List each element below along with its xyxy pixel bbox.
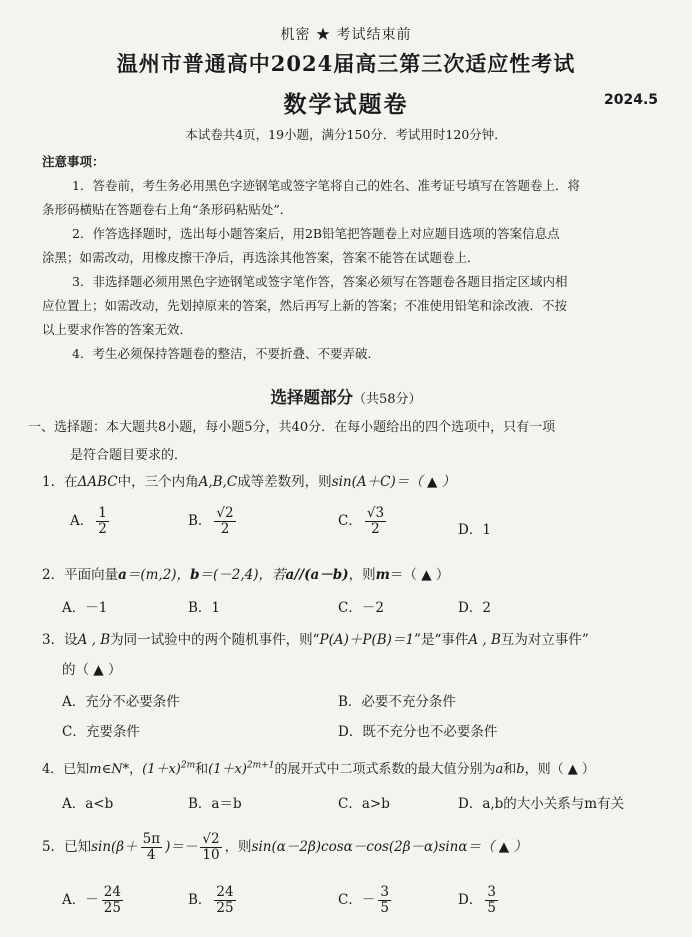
question-1-option-a: A． $\frac{1}{2}$: [70, 505, 107, 537]
question-1-option-b: B． $\frac{√2}{2}$: [188, 505, 234, 537]
note-line: 条形码横贴在答题卷右上角“条形码粘贴处”．: [42, 202, 293, 217]
subject-title: 数学试题卷: [283, 91, 409, 118]
question-5-option-b: B． $\frac{24}{25}$: [188, 884, 234, 916]
note-line: 4．考生必须保持答题卷的整洁，不要折叠、不要弄破．: [72, 346, 380, 361]
confidential-label: 机密 ★ 考试结束前: [280, 27, 412, 43]
note-line: 应位置上；如需改动，先划掉原来的答案，然后再写上新的答案；不准使用铅笔和涂改液．不按: [42, 298, 568, 313]
question-3-stem-cont: 的（ ▲ ）: [62, 662, 122, 678]
question-2-option-b: B．1: [188, 600, 221, 616]
question-4-option-d: D．a,b的大小关系与m有关: [458, 796, 625, 812]
question-2-option-d: D．2: [458, 600, 491, 616]
question-4-option-a: A．a<b: [62, 796, 114, 812]
note-line: 1．答卷前，考生务必用黑色字迹钢笔或签字笔将自己的姓名、准考证号填写在答题卷上．将: [72, 178, 580, 193]
question-2-stem: 2．平面向量a＝(m,2)，b＝(－2,4)，若a//(a－b)，则m＝（ ▲ ）: [42, 567, 450, 583]
question-1-option-c: C． $\frac{√3}{2}$: [338, 505, 385, 537]
question-4-option-b: B．a＝b: [188, 796, 242, 812]
question-2-option-a: A．－1: [62, 600, 108, 616]
notes-heading: 注意事项：: [42, 154, 105, 169]
question-5-option-a: A．－ $\frac{24}{25}$: [62, 884, 121, 916]
question-4-stem: 4．已知m∈N*，$(1+x)^{2m}$和$(1+x)^{2m+1}$的展开式中二项式系数的最大值分别为a和b，则（ ▲ ）: [42, 760, 595, 777]
question-5-option-c: C．－ $\frac{3}{5}$: [338, 884, 389, 916]
question-1-option-d: D．1: [458, 522, 491, 538]
exam-summary: 本试卷共4页，19小题，满分150分．考试用时120分钟．: [185, 127, 507, 142]
question-5-stem: 5．已知sin(β＋ $\frac{5\pi}{4}$ )＝－ $\frac{√2}{10}$ ，则sin(α－2β)cosα－cos(2β－α)sinα＝（ ▲ ）: [42, 831, 527, 863]
exam-date: 2024.5: [604, 92, 659, 108]
part-instructions: 一、选择题：本大题共8小题，每小题5分，共40分．在每小题给出的四个选项中，只有一项: [28, 420, 556, 435]
section-title: 选择题部分: [270, 388, 353, 407]
note-line: 2．作答选择题时，选出每小题答案后，用2B铅笔把答题卷上对应题目选项的答案信息点: [72, 226, 560, 241]
question-4-option-c: C．a>b: [338, 796, 390, 812]
note-line: 3．非选择题必须用黑色字迹钢笔或签字笔作答，答案必须写在答题卷各题目指定区域内相: [72, 274, 568, 289]
section-heading: [0, 384, 692, 408]
question-3-option-c: C．充要条件: [62, 724, 140, 740]
section-score: （共58分）: [352, 392, 422, 407]
exam-title: 温州市普通高中2024届高三第三次适应性考试: [116, 51, 576, 76]
question-3-option-a: A．充分不必要条件: [62, 694, 180, 710]
question-3-option-d: D．既不充分也不必要条件: [338, 724, 498, 740]
question-2-option-c: C．－2: [338, 600, 384, 616]
question-3-stem: 3．设A , B为同一试验中的两个随机事件，则“P(A)＋P(B)＝1”是“事件A , B互为对立事件”: [42, 632, 589, 648]
question-5-option-d: D． $\frac{3}{5}$: [458, 884, 496, 916]
question-1-stem: 1．在ΔABC中，三个内角A,B,C成等差数列，则sin(A＋C)＝（ ▲ ）: [42, 474, 456, 490]
note-line: 以上要求作答的答案无效．: [42, 322, 193, 337]
part-instructions-cont: 是符合题目要求的．: [70, 448, 188, 463]
question-3-option-b: B．必要不充分条件: [338, 694, 456, 710]
note-line: 涂黑；如需改动，用橡皮擦干净后，再选涂其他答案，答案不能答在试题卷上．: [42, 250, 480, 265]
